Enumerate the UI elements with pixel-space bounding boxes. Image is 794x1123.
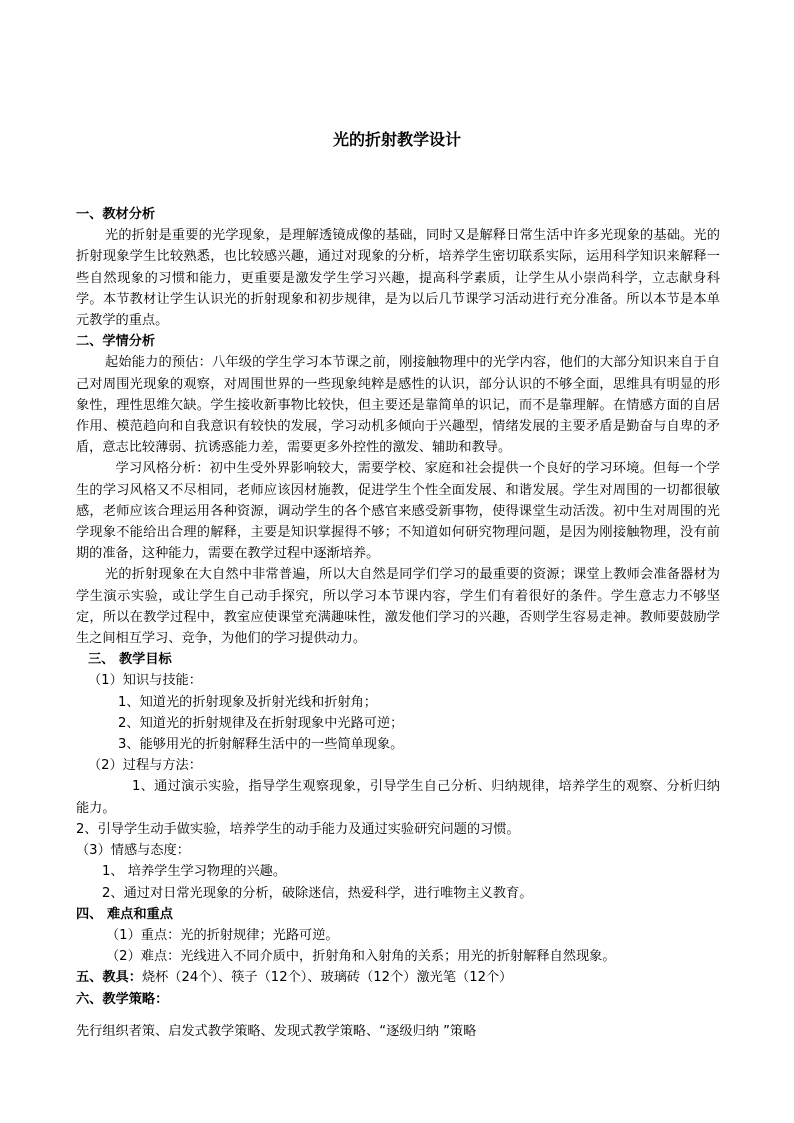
teaching-aids-list: 烧杯（24个）、筷子（12个）、玻璃砖（12个）激光笔（12个） [141,970,513,986]
list-item: （2）难点：光线进入不同介质中，折射角和入射角的关系；用光的折射解释自然现象。 [106,949,616,965]
spacer [76,1010,720,1021]
page-title: 光的折射教学设计 [332,130,461,149]
section-heading-student-analysis: 二、学情分析 [76,334,156,350]
document-body [76,204,720,1042]
paragraph: 学习风格分析：初中生受外界影响较大，需要学校、家庭和社会提供一个良好的学习环境。但每一个学生的学习风格又不尽相同，老师应该因材施教，促进学生个性全面发展、和谐发展。学生对周围的一切都很敏感，老师应该合理运用各种资源，调动学生的各个感官来感受新事物，使得课堂生动活泼。初中生对周围的光学现象不能给出合理的解释，主要是知识掌握得不够；不知道如何研究物理问题，是因为刚接触物理，没有前期的准备，这种能力，需要在教学过程中逐渐培养。 [76,461,720,562]
section-heading-textbook-analysis: 一、教材分析 [76,207,156,222]
paragraph: 起始能力的预估：八年级的学生学习本节课之前，刚接触物理中的光学内容，他们的大部分知识来自于自己对周围光现象的观察，对周围世界的一些现象纯粹是感性的认识，部分认识的不够全面，思维具有明显的形象性，理性思维欠缺。学生接收新事物比较快，但主要还是靠简单的识记，而不是靠理解。在情感方面的自居作用、模范趋向和自我意识有较快的发展，学习动机多倾向于兴趣型，情绪发展的主要矛盾是勤奋与自卑的矛盾，意志比较薄弱、抗诱惑能力差，需要更多外控性的激发、辅助和教导。 [76,355,720,456]
section-heading-teaching-aids: 五、教具： [76,970,142,986]
list-item: 3、能够用光的折射解释生活中的一些简单现象。 [118,737,404,753]
section-heading-teaching-goals: 三、 教学目标 [88,652,172,668]
list-item: 1、通过演示实验，指导学生观察现象，引导学生自己分析、归纳规律，培养学生的观察、分析归纳能力。 [76,779,720,816]
list-item: 2、通过对日常光现象的分析，破除迷信，热爱科学，进行唯物主义教育。 [102,885,533,901]
section-heading-strategy: 六、教学策略： [76,991,169,1007]
paragraph: 光的折射现象在大自然中非常普遍，所以大自然是同学们学习的最重要的资源；课堂上教师会准备器材为学生演示实验，或让学生自己动手探究，所以学习本节课内容，学生们有着很好的条件。学生意志力不够坚定，所以在教学过程中，教室应使课堂充满趣味性，激发他们学习的兴趣，否则学生容易走神。教师要鼓励学生之间相互学习、竞争，为他们的学习提供动力。 [76,567,720,647]
list-item: 1、 培养学生学习物理的兴趣。 [102,864,287,880]
list-item: （1）重点：光的折射规律；光路可逆。 [106,927,339,943]
teaching-aids [76,967,720,988]
subheading-knowledge: （1）知识与技能： [88,673,202,689]
section-heading-key-points: 四、 难点和重点 [76,906,173,922]
subheading-emotion: （3）情感与态度： [76,843,190,859]
paragraph: 光的折射是重要的光学现象，是理解透镜成像的基础，同时又是解释日常生活中许多光现象的基础。光的折射现象学生比较熟悉，也比较感兴趣，通过对现象的分析，培养学生密切联系实际，运用科学知识来解释一些自然现象的习惯和能力，更重要是激发学生学习兴趣，提高科学素质，让学生从小崇尚科学，立志献身科学。本节教材让学生认识光的折射现象和初步规律，是为以后几节课学习活动进行充分准备。所以本节是本单元教学的重点。 [76,228,720,329]
subheading-process: （2）过程与方法： [88,758,202,774]
list-item: 2、知道光的折射规律及在折射现象中光路可逆； [118,715,404,731]
list-item: 2、引导学生动手做实验，培养学生的动手能力及通过实验研究问题的习惯。 [76,821,520,837]
strategy-text: 先行组织者策、启发式教学策略、发现式教学策略、“逐级归纳 ”策略 [76,1023,477,1039]
list-item: 1、知道光的折射现象及折射光线和折射角； [118,694,377,710]
